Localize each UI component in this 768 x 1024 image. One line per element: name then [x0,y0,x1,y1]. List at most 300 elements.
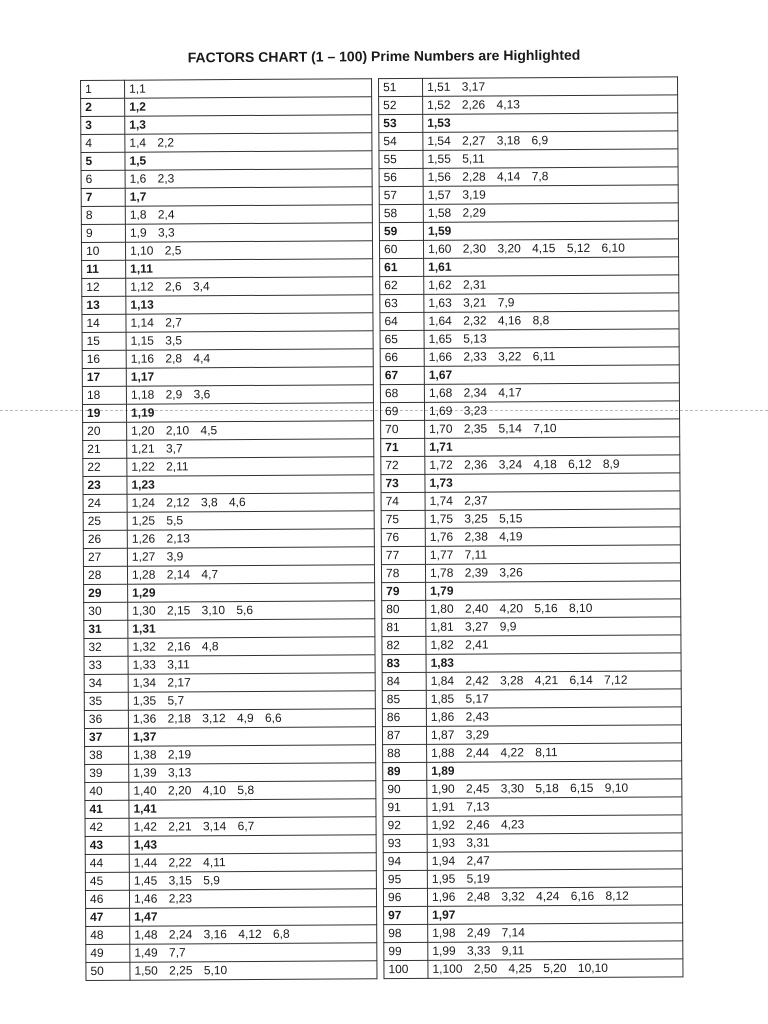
table-row [85,853,376,873]
number-cell: 60 [379,240,423,258]
number-cell: 77 [381,546,425,564]
factors-cell: 1,83 [426,653,681,673]
number-cell: 43 [85,836,129,854]
number-cell: 35 [84,692,128,710]
number-cell: 27 [83,548,127,566]
table-row [84,709,375,729]
factors-cell: 1,32 2,16 4,8 [128,637,375,657]
table-row [379,239,678,259]
number-cell: 59 [379,222,423,240]
factors-cell: 1,50 2,25 5,10 [130,961,377,981]
number-cell: 16 [82,350,126,368]
table-row [84,673,375,693]
factors-cell: 1,29 [128,583,375,603]
table-row [379,95,678,115]
table-row [379,167,678,187]
factors-cell: 1,13 [126,295,373,315]
number-cell: 2 [81,98,125,116]
factors-cell: 1,54 2,27 3,18 6,9 [423,131,678,151]
factors-cell: 1,24 2,12 3,8 4,6 [127,493,374,513]
factors-chart [80,76,685,981]
number-cell: 89 [383,762,427,780]
number-cell: 96 [383,888,427,906]
number-cell: 31 [84,620,128,638]
number-cell: 95 [383,870,427,888]
number-cell: 20 [83,422,127,440]
table-row [84,727,375,747]
number-cell: 21 [83,440,127,458]
factors-cell: 1,58 2,29 [423,203,678,223]
number-cell: 28 [83,566,127,584]
table-row [85,745,376,765]
factors-cell: 1,55 5,11 [423,149,678,169]
number-cell: 84 [382,672,426,690]
table-row [82,331,373,351]
number-cell: 93 [383,834,427,852]
factors-cell: 1,79 [426,581,681,601]
table-row [384,959,683,979]
factors-cell: 1,81 3,27 9,9 [426,617,681,637]
factors-cell: 1,27 3,9 [127,547,374,567]
table-row [85,835,376,855]
factors-cell: 1,95 5,19 [427,869,682,889]
table-row [381,545,680,565]
number-cell: 56 [379,168,423,186]
factors-cell: 1,89 [427,761,682,781]
table-row [83,457,374,477]
number-cell: 17 [82,368,126,386]
table-row [381,419,680,439]
table-row [81,79,372,99]
number-cell: 62 [380,276,424,294]
factors-cell: 1,34 2,17 [128,673,375,693]
factors-cell: 1,74 2,37 [425,491,680,511]
factors-cell: 1,38 2,19 [129,745,376,765]
table-row [379,149,678,169]
table-row [380,347,679,367]
number-cell: 13 [82,296,126,314]
table-row [84,601,375,621]
table-row [382,599,681,619]
factors-cell: 1,19 [126,403,373,423]
factors-cell: 1,53 [423,113,678,133]
table-row [84,655,375,675]
table-row [381,491,680,511]
factors-cell: 1,84 2,42 3,28 4,21 6,14 7,12 [426,671,681,691]
number-cell: 23 [83,476,127,494]
number-cell: 72 [381,456,425,474]
factors-cell: 1,71 [425,437,680,457]
factors-cell: 1,60 2,30 3,20 4,15 5,12 6,10 [423,239,678,259]
number-cell: 19 [82,404,126,422]
number-cell: 88 [383,744,427,762]
number-cell: 67 [380,366,424,384]
factors-cell: 1,22 2,11 [127,457,374,477]
table-row [383,779,682,799]
table-row [381,437,680,457]
table-row [85,817,376,837]
number-cell: 46 [85,890,129,908]
factors-cell: 1,59 [423,221,678,241]
factors-cell: 1,15 3,5 [126,331,373,351]
table-row [380,401,679,421]
number-cell: 12 [82,278,126,296]
number-cell: 32 [84,638,128,656]
factors-cell: 1,1 [125,79,372,99]
table-row [384,923,683,943]
factors-cell: 1,23 [127,475,374,495]
factors-cell: 1,45 3,15 5,9 [129,871,376,891]
number-cell: 58 [379,204,423,222]
number-cell: 36 [84,710,128,728]
table-row [84,619,375,639]
number-cell: 11 [82,260,126,278]
table-row [382,581,681,601]
table-row [84,583,375,603]
number-cell: 78 [381,564,425,582]
number-cell: 44 [85,854,129,872]
table-row [383,851,682,871]
table-row [82,403,373,423]
factors-cell: 1,7 [125,187,372,207]
factors-cell: 1,10 2,5 [125,241,372,261]
number-cell: 37 [84,728,128,746]
number-cell: 49 [86,944,130,962]
table-row [85,781,376,801]
factors-cell: 1,14 2,7 [126,313,373,333]
table-row [384,941,683,961]
number-cell: 86 [382,708,426,726]
table-row [382,689,681,709]
table-row [381,473,680,493]
factors-cell: 1,66 2,33 3,22 6,11 [424,347,679,367]
factors-cell: 1,73 [425,473,680,493]
number-cell: 34 [84,674,128,692]
number-cell: 73 [381,474,425,492]
factors-cell: 1,75 3,25 5,15 [425,509,680,529]
table-row [383,743,682,763]
table-row [382,707,681,727]
factors-cell: 1,48 2,24 3,16 4,12 6,8 [130,925,377,945]
factors-cell: 1,65 5,13 [424,329,679,349]
table-row [381,563,680,583]
factors-cell: 1,31 [128,619,375,639]
table-row [379,185,678,205]
table-row [83,493,374,513]
factors-cell: 1,37 [128,727,375,747]
table-row [82,385,373,405]
number-cell: 5 [81,152,125,170]
table-row [81,241,372,261]
table-row [383,887,682,907]
table-row [83,529,374,549]
table-row [81,115,372,135]
table-row [85,889,376,909]
factors-cell: 1,70 2,35 5,14 7,10 [425,419,680,439]
factors-cell: 1,69 3,23 [424,401,679,421]
number-cell: 97 [384,906,428,924]
factors-cell: 1,41 [129,799,376,819]
number-cell: 80 [382,600,426,618]
number-cell: 87 [382,726,426,744]
number-cell: 40 [85,782,129,800]
number-cell: 69 [380,402,424,420]
number-cell: 75 [381,510,425,528]
factors-cell: 1,51 3,17 [422,77,677,97]
factors-cell: 1,18 2,9 3,6 [126,385,373,405]
factors-cell: 1,3 [125,115,372,135]
number-cell: 10 [81,242,125,260]
table-row [85,799,376,819]
number-cell: 53 [379,114,423,132]
number-cell: 54 [379,132,423,150]
table-row [86,961,377,981]
factors-cell: 1,56 2,28 4,14 7,8 [423,167,678,187]
table-row [86,943,377,963]
number-cell: 18 [82,386,126,404]
number-cell: 26 [83,530,127,548]
number-cell: 98 [384,924,428,942]
table-row [380,293,679,313]
table-row [383,815,682,835]
number-cell: 82 [382,636,426,654]
factors-cell: 1,8 2,4 [125,205,372,225]
table-row [84,637,375,657]
factors-cell: 1,97 [428,905,683,925]
table-row [383,761,682,781]
number-cell: 99 [384,942,428,960]
table-row [382,653,681,673]
number-cell: 64 [380,312,424,330]
factors-cell: 1,9 3,3 [125,223,372,243]
number-cell: 15 [82,332,126,350]
factors-cell: 1,67 [424,365,679,385]
table-row [380,311,679,331]
factors-cell: 1,33 3,11 [128,655,375,675]
table-row [384,905,683,925]
table-row [378,77,677,97]
number-cell: 51 [378,78,422,96]
factors-cell: 1,61 [424,257,679,277]
table-row [383,797,682,817]
table-row [83,547,374,567]
table-row [380,383,679,403]
factors-cell: 1,90 2,45 3,30 5,18 6,15 9,10 [427,779,682,799]
number-cell: 29 [84,584,128,602]
table-row [85,871,376,891]
factors-cell: 1,2 [125,97,372,117]
factors-cell: 1,20 2,10 4,5 [127,421,374,441]
table-row [81,151,372,171]
table-row [82,277,373,297]
factors-cell: 1,63 3,21 7,9 [424,293,679,313]
factors-cell: 1,64 2,32 4,16 8,8 [424,311,679,331]
factors-cell: 1,6 2,3 [125,169,372,189]
table-row [82,295,373,315]
number-cell: 94 [383,852,427,870]
number-cell: 42 [85,818,129,836]
table-row [383,869,682,889]
number-cell: 63 [380,294,424,312]
number-cell: 90 [383,780,427,798]
table-row [82,259,373,279]
number-cell: 70 [381,420,425,438]
factors-cell: 1,93 3,31 [427,833,682,853]
number-cell: 100 [384,960,428,978]
number-cell: 74 [381,492,425,510]
number-cell: 68 [380,384,424,402]
number-cell: 39 [85,764,129,782]
factors-cell: 1,68 2,34 4,17 [424,383,679,403]
table-row [85,763,376,783]
factors-cell: 1,72 2,36 3,24 4,18 6,12 8,9 [425,455,680,475]
factors-cell: 1,12 2,6 3,4 [126,277,373,297]
number-cell: 83 [382,654,426,672]
factors-cell: 1,99 3,33 9,11 [428,941,683,961]
table-row [81,169,372,189]
factors-cell: 1,57 3,19 [423,185,678,205]
page-title: FACTORS CHART (1 – 100) Prime Numbers are Highlighted [187,46,581,66]
number-cell: 7 [81,188,125,206]
factors-cell: 1,77 7,11 [425,545,680,565]
factors-cell: 1,80 2,40 4,20 5,16 8,10 [426,599,681,619]
table-row [382,671,681,691]
factors-cell: 1,88 2,44 4,22 8,11 [427,743,682,763]
factors-cell: 1,94 2,47 [427,851,682,871]
number-cell: 14 [82,314,126,332]
number-cell: 92 [383,816,427,834]
factors-cell: 1,100 2,50 4,25 5,20 10,10 [428,959,683,979]
table-row [83,511,374,531]
factors-cell: 1,35 5,7 [128,691,375,711]
table-row [381,509,680,529]
number-cell: 8 [81,206,125,224]
factors-cell: 1,49 7,7 [130,943,377,963]
factors-cell: 1,21 3,7 [127,439,374,459]
factors-cell: 1,40 2,20 4,10 5,8 [129,781,376,801]
table-row [383,833,682,853]
number-cell: 91 [383,798,427,816]
table-row [382,725,681,745]
table-row [379,221,678,241]
table-row [381,527,680,547]
factors-cell: 1,98 2,49 7,14 [428,923,683,943]
factors-cell: 1,46 2,23 [129,889,376,909]
number-cell: 9 [81,224,125,242]
table-row [379,131,678,151]
factors-cell: 1,17 [126,367,373,387]
table-row [82,313,373,333]
table-row [380,275,679,295]
number-cell: 24 [83,494,127,512]
table-row [380,257,679,277]
table-row [382,617,681,637]
number-cell: 4 [81,134,125,152]
number-cell: 81 [382,618,426,636]
factors-cell: 1,62 2,31 [424,275,679,295]
factors-cell: 1,78 2,39 3,26 [425,563,680,583]
factors-cell: 1,5 [125,151,372,171]
number-cell: 30 [84,602,128,620]
number-cell: 85 [382,690,426,708]
factors-cell: 1,96 2,48 3,32 4,24 6,16 8,12 [427,887,682,907]
factors-cell: 1,26 2,13 [127,529,374,549]
factors-cell: 1,44 2,22 4,11 [129,853,376,873]
factors-cell: 1,4 2,2 [125,133,372,153]
table-row [82,367,373,387]
factors-cell: 1,30 2,15 3,10 5,6 [128,601,375,621]
number-cell: 66 [380,348,424,366]
factors-cell: 1,76 2,38 4,19 [425,527,680,547]
table-row [83,439,374,459]
number-cell: 52 [379,96,423,114]
table-row [381,455,680,475]
table-row [81,205,372,225]
factors-table-left [80,78,377,981]
table-row [81,133,372,153]
table-row [82,349,373,369]
number-cell: 45 [85,872,129,890]
factors-cell: 1,42 2,21 3,14 6,7 [129,817,376,837]
number-cell: 79 [382,582,426,600]
factors-cell: 1,87 3,29 [426,725,681,745]
factors-table-right [378,76,683,979]
table-row [84,691,375,711]
table-row [81,97,372,117]
number-cell: 33 [84,656,128,674]
factors-cell: 1,52 2,26 4,13 [423,95,678,115]
factors-cell: 1,85 5,17 [426,689,681,709]
factors-cell: 1,25 5,5 [127,511,374,531]
factors-cell: 1,86 2,43 [426,707,681,727]
table-row [382,635,681,655]
factors-cell: 1,11 [126,259,373,279]
number-cell: 3 [81,116,125,134]
factors-cell: 1,82 2,41 [426,635,681,655]
factors-cell: 1,92 2,46 4,23 [427,815,682,835]
factors-cell: 1,47 [130,907,377,927]
factors-cell: 1,28 2,14 4,7 [127,565,374,585]
number-cell: 76 [381,528,425,546]
factors-cell: 1,91 7,13 [427,797,682,817]
number-cell: 61 [380,258,424,276]
table-row [83,421,374,441]
number-cell: 6 [81,170,125,188]
number-cell: 1 [81,80,125,98]
table-row [86,925,377,945]
table-row [380,329,679,349]
table-row [379,203,678,223]
table-row [81,223,372,243]
number-cell: 55 [379,150,423,168]
table-row [380,365,679,385]
factors-cell: 1,39 3,13 [129,763,376,783]
table-row [81,187,372,207]
number-cell: 57 [379,186,423,204]
factors-cell: 1,36 2,18 3,12 4,9 6,6 [128,709,375,729]
table-row [379,113,678,133]
number-cell: 47 [86,908,130,926]
table-row [83,475,374,495]
number-cell: 22 [83,458,127,476]
number-cell: 71 [381,438,425,456]
factors-cell: 1,16 2,8 4,4 [126,349,373,369]
number-cell: 48 [86,926,130,944]
table-row [86,907,377,927]
number-cell: 25 [83,512,127,530]
factors-cell: 1,43 [129,835,376,855]
number-cell: 38 [85,746,129,764]
